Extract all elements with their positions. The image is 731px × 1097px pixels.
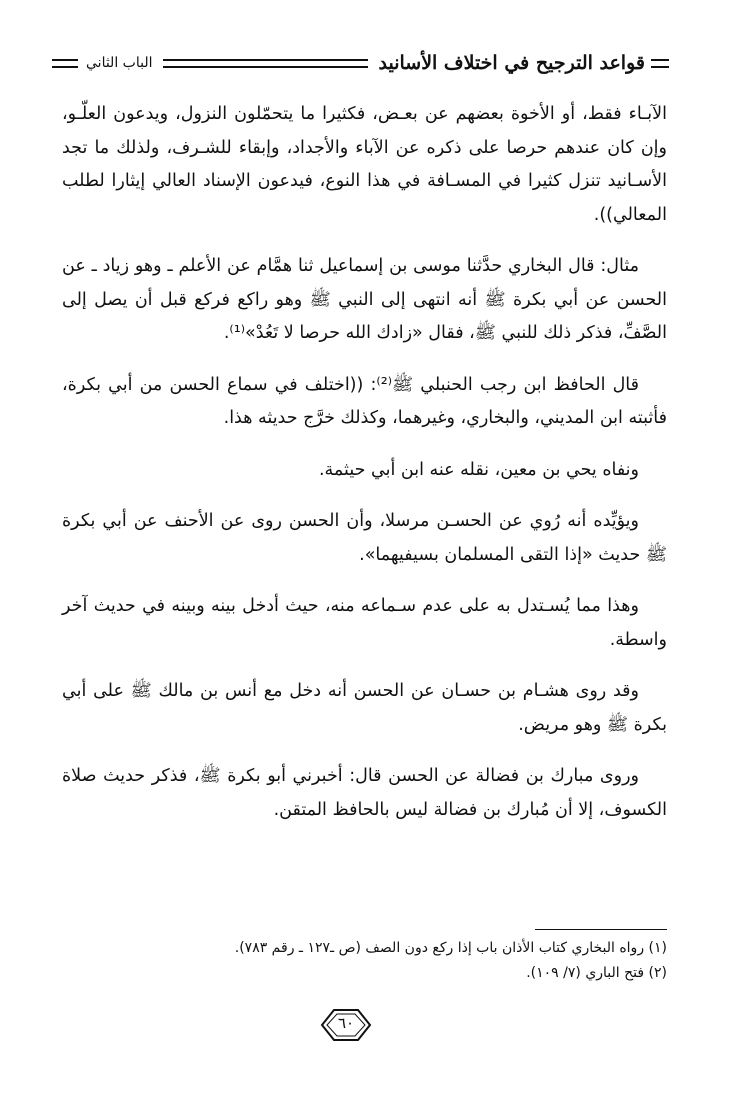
paragraph-8: وروى مبارك بن فضالة عن الحسن قال: أخبرني أبو بكرة ﷺ، فذكر حديث صلاة الكسوف، إلا أن مُبارك بن فضالة ليس بالحافظ المتقن. — [62, 766, 667, 820]
paragraph-7: وقد روى هشـام بن حسـان عن الحسن أنه دخل مع أنس بن مالك ﷺ على أبي بكرة ﷺ وهو مريض. — [62, 681, 667, 735]
header-rule-left — [52, 59, 78, 68]
header-rule-right — [651, 59, 669, 68]
footnote-1: (١) رواه البخاري كتاب الأذان باب إذا ركع دون الصف (ص ـ١٢٧ ـ رقم ٧٨٣). — [234, 940, 667, 956]
footnote-2: (٢) فتح الباري (٧/ ١٠٩). — [526, 965, 667, 981]
footnotes — [62, 936, 667, 986]
main-text — [62, 98, 667, 845]
chapter-label: الباب الثاني — [86, 55, 153, 71]
paragraph-6: وهذا مما يُسـتدل به على عدم سـماعه منه، حيث أدخل بينه وبينه في حديث آخر واسطة. — [62, 596, 667, 650]
book-title: قواعد الترجيح في اختلاف الأسانيد — [378, 52, 645, 74]
running-header — [52, 46, 669, 80]
footnote-separator — [535, 929, 667, 930]
paragraph-5: ويؤيِّده أنه رُوي عن الحسـن مرسلا، وأن الحسن روى عن الأحنف عن أبي بكرة ﷺ حديث «إذا التقى المسلمان بسيفيهما». — [62, 511, 667, 565]
page-number: ٦٠ — [337, 1014, 355, 1032]
header-rule-middle — [163, 59, 369, 68]
paragraph-4: ونفاه يحي بن معين، نقله عنه ابن أبي حيثمة. — [318, 459, 639, 480]
paragraph-3: قال الحافظ ابن رجب الحنبلي ﷺ⁽²⁾: ((اختلف في سماع الحسن من أبي بكرة، فأثبته ابن المديني، والبخاري، وغيرهما، وكذلك خرَّج حديثه هذا. — [62, 374, 667, 428]
page-number-ornament — [318, 1006, 374, 1044]
paragraph-2: مثال: قال البخاري حدَّثنا موسى بن إسماعيل ثنا همَّام عن الأعلم ـ وهو زياد ـ عن الحسن عن أبي بكرة ﷺ أنه انتهى إلى النبي ﷺ وهو راكع فركع قبل أن يصل إلى الصَّفِّ، فذكر ذلك للنبي ﷺ، فقال «زادك الله حرصا لا تَعُدْ»⁽¹⁾. — [62, 256, 667, 343]
paragraph-1: الآبـاء فقط، أو الأخوة بعضهم عن بعـض، فكثيرا ما يتحمّلون النزول، ويدعون العلّـو، وإن كان عندهم حرصا على ذكره عن الآباء والأجداد، وإبقاء للشـرف، ولذلك ما تجد الأسـانيد تنزل كثيرا في المسـافة في هذا النوع، فيدعون الإسناد العالي إيثارا لطلب المعالي)). — [62, 104, 667, 225]
